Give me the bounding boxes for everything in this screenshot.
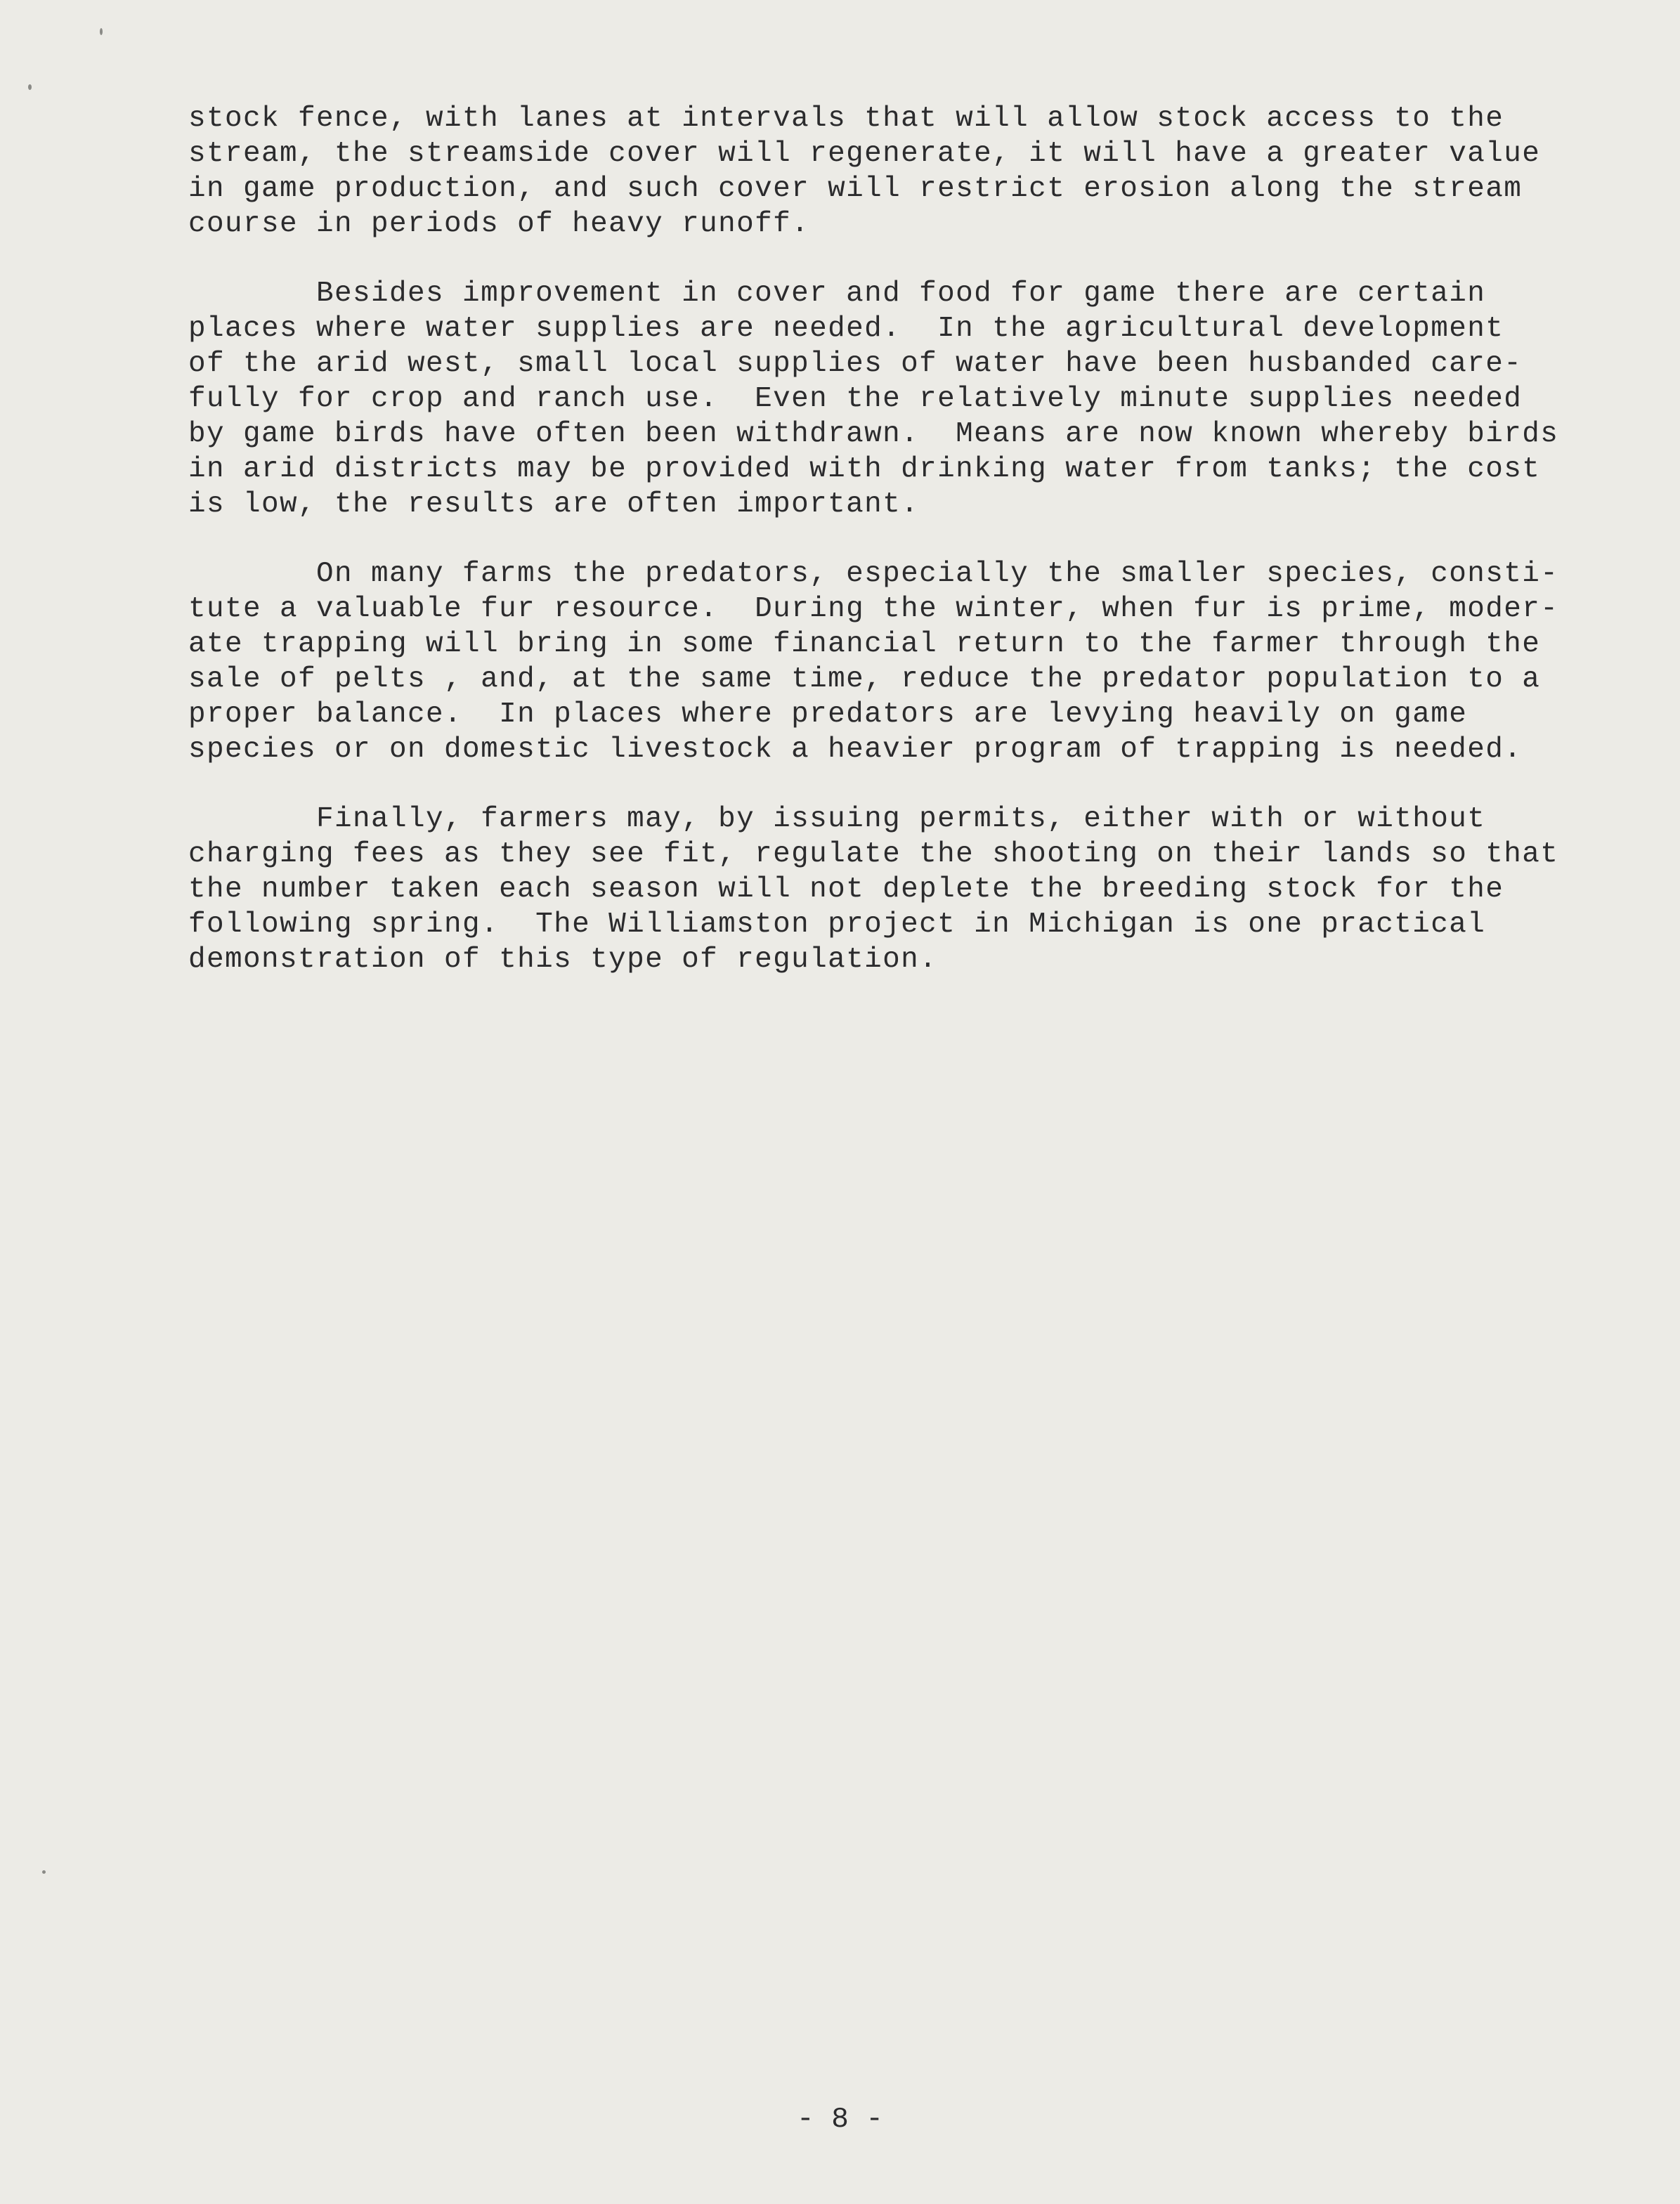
text-line: following spring. The Williamston project in Michigan is one practical (188, 908, 1486, 941)
text-line: sale of pelts , and, at the same time, reduce the predator population to a (188, 663, 1541, 696)
body-text (188, 101, 1559, 1012)
paper-speck (28, 84, 32, 90)
paragraph (188, 556, 1559, 767)
text-line: stream, the streamside cover will regenerate, it will have a greater value (188, 138, 1541, 170)
text-line: stock fence, with lanes at intervals that will allow stock access to the (188, 103, 1504, 135)
text-line: proper balance. In places where predators are levying heavily on game (188, 698, 1468, 731)
text-line: ate trapping will bring in some financial return to the farmer through the (188, 628, 1541, 660)
text-line: is low, the results are often important. (188, 488, 920, 521)
text-line: the number taken each season will not deplete the breeding stock for the (188, 873, 1504, 906)
text-line: Besides improvement in cover and food for game there are certain (188, 278, 1486, 310)
text-line: of the arid west, small local supplies of water have been husbanded care- (188, 348, 1523, 380)
paper-speck (42, 1870, 46, 1874)
text-line: in game production, and such cover will restrict erosion along the stream (188, 173, 1523, 205)
text-line: by game birds have often been withdrawn. Means are now known whereby birds (188, 418, 1559, 450)
text-line: course in periods of heavy runoff. (188, 208, 810, 240)
text-line: fully for crop and ranch use. Even the relatively minute supplies needed (188, 383, 1523, 415)
text-line: tute a valuable fur resource. During the winter, when fur is prime, moder- (188, 593, 1559, 625)
text-line: Finally, farmers may, by issuing permits, either with or without (188, 803, 1486, 835)
text-line: places where water supplies are needed. In the agricultural development (188, 313, 1504, 345)
page-number: - 8 - (796, 2104, 884, 2136)
text-line: in arid districts may be provided with drinking water from tanks; the cost (188, 453, 1541, 485)
paragraph (188, 802, 1559, 977)
text-line: On many farms the predators, especially the smaller species, consti- (188, 558, 1559, 590)
paragraph (188, 276, 1559, 522)
text-line: charging fees as they see fit, regulate the shooting on their lands so that (188, 838, 1559, 870)
text-line: species or on domestic livestock a heavier program of trapping is needed. (188, 733, 1523, 766)
text-line: demonstration of this type of regulation. (188, 944, 938, 976)
paper-speck (100, 28, 103, 35)
paragraph (188, 101, 1541, 242)
